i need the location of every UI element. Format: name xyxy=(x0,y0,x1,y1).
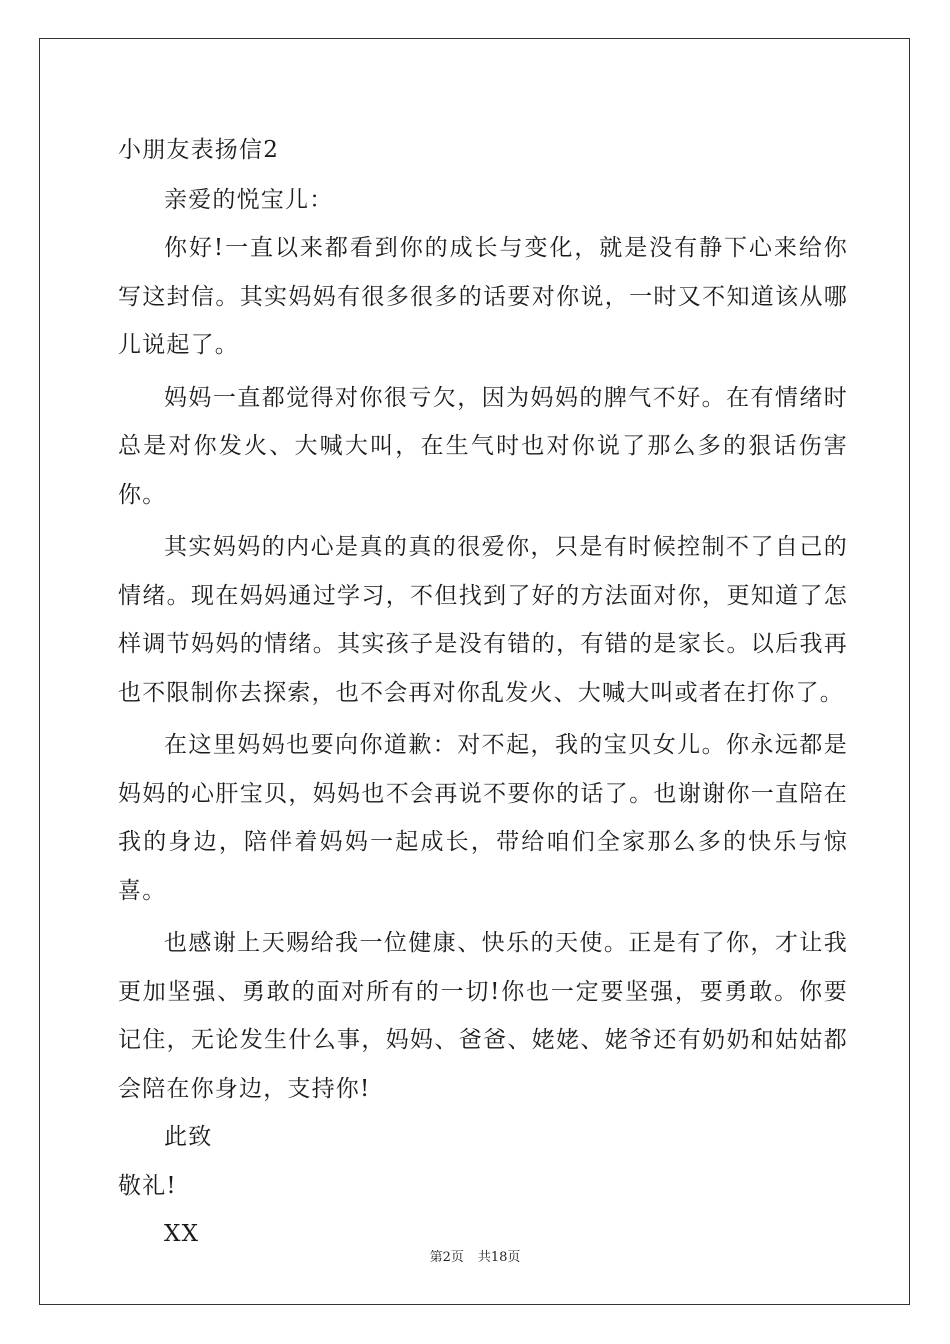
letter-paragraph-2: 妈妈一直都觉得对你很亏欠，因为妈妈的脾气不好。在有情绪时总是对你发火、大喊大叫，在生气时也对你说了那么多的狠话伤害你。 xyxy=(118,384,848,508)
letter-content xyxy=(118,130,848,1259)
letter-closing: 此致 xyxy=(164,1124,213,1150)
letter-salutation: 亲爱的悦宝儿： xyxy=(164,187,334,213)
letter-signature: XX xyxy=(164,1221,200,1247)
page-number: 第2页 xyxy=(429,1250,464,1265)
letter-title: 小朋友表扬信2 xyxy=(118,137,280,163)
letter-paragraph-3: 其实妈妈的内心是真的真的很爱你，只是有时候控制不了自己的情绪。现在妈妈通过学习，不但找到了好的方法面对你，更知道了怎样调节妈妈的情绪。其实孩子是没有错的，有错的是家长。以后我再也不限制你去探索，也不会再对你乱发火、大喊大叫或者在打你了。 xyxy=(118,534,848,706)
letter-paragraph-5: 也感谢上天赐给我一位健康、快乐的天使。正是有了你，才让我更加坚强、勇敢的面对所有的一切!你也一定要坚强，要勇敢。你要记住，无论发生什么事，妈妈、爸爸、姥姥、姥爷还有奶奶和姑姑都会陪在你身边，支持你! xyxy=(118,930,848,1102)
letter-paragraph-1: 你好!一直以来都看到你的成长与变化，就是没有静下心来给你写这封信。其实妈妈有很多很多的话要对你说，一时又不知道该从哪儿说起了。 xyxy=(118,235,848,358)
page-total: 共18页 xyxy=(477,1250,521,1265)
letter-regards: 敬礼! xyxy=(118,1172,177,1199)
letter-paragraph-4: 在这里妈妈也要向你道歉：对不起，我的宝贝女儿。你永远都是妈妈的心肝宝贝，妈妈也不会再说不要你的话了。也谢谢你一直陪在我的身边，陪伴着妈妈一起成长，带给咱们全家那么多的快乐与惊喜。 xyxy=(118,732,848,904)
page-footer xyxy=(0,1246,950,1265)
